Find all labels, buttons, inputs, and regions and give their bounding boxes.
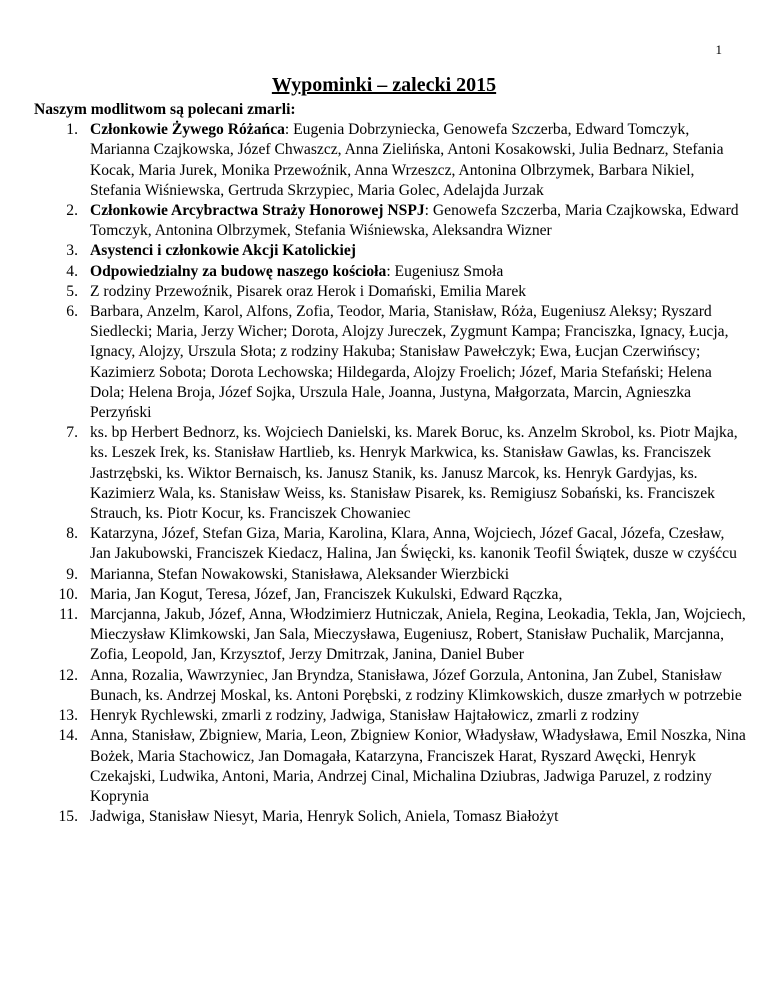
item-text: Katarzyna, Józef, Stefan Giza, Maria, Karolina, Klara, Anna, Wojciech, Józef Gacal, Józefa, Czesław, Jan Jakubowski, Franciszek Kiedacz, Halina, Jan Święcki, ks. kanonik Teofil Świątek, dusze w czyśćcu: [90, 525, 737, 563]
list-item: [34, 666, 746, 706]
list-item: [34, 201, 746, 241]
item-text: : Genowefa Szczerba, Maria Czajkowska, Edward Tomczyk, Antonina Olbrzymek, Stefania Wiśniewska, Aleksandra Wizner: [90, 202, 739, 240]
item-text: : Eugenia Dobrzyniecka, Genowefa Szczerba, Edward Tomczyk, Marianna Czajkowska, Józef Chwaszcz, Anna Zielińska, Antoni Kosakowski, Julia Bednarz, Stefania Kocak, Maria Jurek, Monika Przewoźnik, Anna Wrzeszcz, Antonina Olbrzymek, Barbara Nikiel, Stefania Wiśniewska, Gertruda Skrzypiec, Maria Golec, Adelajda Jurzak: [90, 121, 724, 199]
list-item: [34, 524, 746, 564]
document-body: [34, 100, 746, 827]
item-number: 4.: [66, 262, 78, 280]
list-item: [34, 565, 746, 585]
item-text: Marianna, Stefan Nowakowski, Stanisława, Aleksander Wierzbicki: [90, 565, 510, 583]
item-number: 7.: [66, 424, 78, 442]
item-number: 5.: [66, 282, 78, 300]
item-text: ks. bp Herbert Bednorz, ks. Wojciech Danielski, ks. Marek Boruc, ks. Anzelm Skrobol, ks. Piotr Majka, ks. Leszek Irek, ks. Stanisław Hartlieb, ks. Henryk Markwica, ks. Stanisław Gawlas, ks. Franciszek Jastrzębski, ks. Wiktor Bernaisch, ks. Janusz Stanik, ks. Janusz Marcok, ks. Henryk Gardyjas, ks. Kazimierz Wala, ks. Stanisław Weiss, ks. Stanisław Pisarek, ks. Remigiusz Sobański, ks. Franciszek Strauch, ks. Piotr Kocur, ks. Franciszek Chowaniec: [90, 424, 738, 523]
list-item: [34, 585, 746, 605]
item-text: Anna, Stanisław, Zbigniew, Maria, Leon, Zbigniew Konior, Władysław, Władysława, Emil Noszka, Nina Bożek, Maria Stachowicz, Jan Domagała, Katarzyna, Franciszek Harat, Ryszard Awęcki, Henryk Czekajski, Ludwika, Antoni, Maria, Andrzej Cinal, Michalina Dziubras, Jadwiga Paruzel, z rodziny Koprynia: [90, 727, 746, 805]
list-item: [34, 726, 746, 807]
item-heading: Asystenci i członkowie Akcji Katolickiej: [90, 242, 356, 260]
item-heading: Członkowie Żywego Różańca: [90, 121, 285, 139]
item-heading: Odpowiedzialny za budowę naszego kościoła: [90, 262, 387, 280]
list-item: [34, 241, 746, 261]
item-number: 10.: [58, 585, 78, 603]
item-number: 8.: [66, 525, 78, 543]
item-number: 12.: [58, 666, 78, 684]
item-text: Henryk Rychlewski, zmarli z rodziny, Jadwiga, Stanisław Hajtałowicz, zmarli z rodziny: [90, 707, 640, 725]
item-text: Anna, Rozalia, Wawrzyniec, Jan Bryndza, Stanisława, Józef Gorzula, Antonina, Jan Zubel, Stanisław Bunach, ks. Andrzej Moskal, ks. Antoni Porębski, z rodziny Klimkowskich, dusze zmarłych w potrzebie: [90, 666, 742, 704]
list-item: [34, 120, 746, 201]
item-text: Jadwiga, Stanisław Niesyt, Maria, Henryk Solich, Aniela, Tomasz Białożyt: [90, 808, 559, 826]
list-item: [34, 706, 746, 726]
item-number: 9.: [66, 565, 78, 583]
list-item: [34, 302, 746, 423]
document-title: Wypominki – zalecki 2015: [271, 74, 497, 96]
list-item: [34, 605, 746, 666]
item-heading: Członkowie Arcybractwa Straży Honorowej NSPJ: [90, 202, 425, 220]
item-text: Maria, Jan Kogut, Teresa, Józef, Jan, Franciszek Kukulski, Edward Rączka,: [90, 585, 563, 603]
list-item: [34, 423, 746, 524]
item-text: Barbara, Anzelm, Karol, Alfons, Zofia, Teodor, Maria, Stanisław, Róża, Eugeniusz Aleksy; Ryszard Siedlecki; Maria, Jerzy Wicher; Dorota, Alojzy Jureczek, Zygmunt Kampa; Franciszka, Ignacy, Łucja, Ignacy, Alojzy, Urszula Słota; z rodziny Hakuba; Stanisław Pawełczyk; Ewa, Łucjan Czerwińscy; Kazimierz Sobota; Dorota Lechowska; Hildegarda, Alojzy Froelich; Józef, Maria Stefański; Helena Dola; Helena Broja, Józef Sojka, Urszula Hale, Joanna, Justyna, Małgorzata, Marcin, Agnieszka Perzyński: [90, 303, 729, 422]
item-number: 13.: [58, 707, 78, 725]
item-number: 14.: [58, 727, 78, 745]
item-text: : Eugeniusz Smoła: [386, 262, 504, 280]
item-number: 11.: [59, 606, 78, 624]
item-number: 15.: [58, 808, 78, 826]
item-number: 2.: [66, 202, 78, 220]
page-number: 1: [715, 42, 722, 57]
entries-list: [34, 120, 746, 827]
item-number: 3.: [66, 242, 78, 260]
item-text: Marcjanna, Jakub, Józef, Anna, Włodzimierz Hutniczak, Aniela, Regina, Leokadia, Tekla, Jan, Wojciech, Mieczysław Klimkowski, Jan Sala, Mieczysława, Eugeniusz, Robert, Stanisław Puchalik, Marcjanna, Zofia, Leopold, Jan, Krzysztof, Jerzy Dmitrzak, Janina, Daniel Buber: [90, 606, 746, 664]
list-item: [34, 807, 746, 827]
item-text: Z rodziny Przewoźnik, Pisarek oraz Herok i Domański, Emilia Marek: [90, 282, 527, 300]
item-number: 1.: [66, 121, 78, 139]
list-item: [34, 262, 746, 282]
list-item: [34, 282, 746, 302]
item-number: 6.: [66, 303, 78, 321]
intro-heading: Naszym modlitwom są polecani zmarli:: [34, 101, 296, 118]
